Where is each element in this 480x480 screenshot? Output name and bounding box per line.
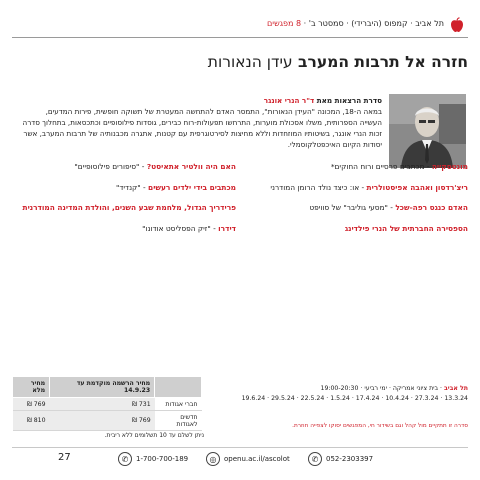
topic-title: האדם כנגס רפה-שכל (395, 203, 468, 212)
topic-title: האם היה וולטיר אתאיסט? (146, 162, 236, 171)
price-full: 810 ₪ (13, 411, 50, 431)
price-early: 731 ₪ (50, 398, 155, 411)
price-header-empty (155, 377, 202, 398)
topic-item (258, 203, 468, 214)
topic-desc: - "זיק הפסליסט אודונו" (142, 223, 219, 233)
table-row (13, 411, 202, 431)
schedule-location-line (218, 384, 468, 394)
topic-desc: - "סיפורים פילוסופיים" (74, 162, 147, 171)
topic-title: הספסירה החברתית של הנרי פילדינג (344, 223, 468, 233)
hybrid-note: סדרה זו תתקיים מול קהל וגם בשידור חי, המפגשים יסוקו לצפייה חוזרת. (292, 423, 468, 429)
lecturer-portrait-image (389, 94, 466, 168)
lecturer-name: ד"ר הנרי אונגר (263, 96, 315, 105)
price-table (12, 376, 202, 431)
schedule-venue-time: · בית ציוני אמריקה · ימי רביעי · 19:00-20:30 (320, 385, 444, 392)
header-divider (12, 37, 468, 38)
footer-divider (12, 447, 468, 448)
series-intro-text: סדרת הרצאות מאת (316, 96, 382, 105)
topic-title: דידרו (218, 223, 236, 233)
topic-title: מכתבים בידי ילדים רעשים (148, 182, 236, 192)
table-row (13, 398, 202, 411)
page-title (208, 53, 468, 71)
topic-title: מונטסקייה (431, 162, 468, 171)
topic-item (12, 224, 236, 235)
price-row-label: חברי אגודות (155, 398, 202, 411)
topic-desc: - מכתבים פרסיים ורוח החוקים* (330, 162, 432, 171)
series-description (22, 95, 382, 150)
price-row-label: חדשים לאגודות (155, 411, 202, 431)
header-meta (267, 19, 444, 28)
topic-title: ריצ'רדסון ואהבה אפיסטולרית (366, 182, 468, 192)
installments-note: ניתן לשלם עד 10 תשלומים ללא ריבית. (104, 432, 204, 439)
topic-title: פרידריך הגדול, מלחמת שבע השנים, והולדת המדינה המודרנית (22, 203, 236, 212)
price-table-header (13, 377, 202, 398)
series-body: במאה ה-18, המכונה "העידן הנאורות", התמסר האדם להתחשה המעטרת של תשוקה חופשית, פירות המדעים, העשייה הספרותית, משלו אסכולת מוערות, התרחשו תפעולות-רוח כבירים, גוסדות פילוסופיים וכתכסאות, בתחלוך סדרה זכות הנרי אונגר, בשיטותיו המוזחדות וללא מחיצות לסירטוגרפית עם קטנות, אתגרה מכבנותיה של תרבות המערב, אשר יסודות הקיום האיכפטלקוסמלי. (22, 107, 382, 149)
header-location-text: תל אביב · קמפוס (היברידי) · סמסטר ב' · (301, 19, 444, 28)
mobile-phone-icon: ✆ (308, 452, 322, 466)
page-header (10, 16, 470, 36)
series-intro (22, 95, 382, 106)
schedule-dates: 13.3.24 · 27.3.24 · 10.4.24 · 17.4.24 · 1.5.24 · 22.5.24 · 29.5.24 · 19.6.24 (241, 394, 468, 402)
price-header-early: מחיר הרשמה מוקדמת עד 14.9.23 (50, 377, 155, 398)
topic-item (12, 183, 236, 194)
topic-item (12, 203, 236, 214)
price-header-full: מחיר מלא (13, 377, 50, 398)
globe-icon: ◎ (206, 452, 220, 466)
phone-number-main[interactable]: 1-700-700-189 (136, 455, 189, 463)
phone-icon: ✆ (118, 452, 132, 466)
topic-item (12, 162, 236, 173)
topics-column-right (258, 162, 468, 244)
topic-item (258, 162, 468, 173)
topic-desc: - "קנדיד" (115, 182, 149, 192)
topic-item (258, 224, 468, 235)
topic-desc: - או: כיצד נולד הרומן המודרני (270, 182, 367, 192)
meeting-count: 8 מפגשים (266, 19, 302, 28)
apple-logo-icon (450, 17, 464, 33)
title-main: חזרה אל תרבות המערב (298, 53, 468, 71)
lecturer-photo (389, 94, 466, 168)
title-sub: עידן הנאורות (207, 53, 293, 71)
page-number: 27 (58, 452, 71, 463)
website-link[interactable]: openu.ac.il/ascolot (224, 455, 290, 463)
topics-column-left (12, 162, 236, 244)
topic-item (258, 183, 468, 194)
price-early: 769 ₪ (50, 411, 155, 431)
phone-number-mobile[interactable]: 052-2303397 (326, 455, 374, 463)
schedule-location: תל אביב (444, 385, 468, 392)
topic-desc: - "מסעי גוליבר" של סוויפט (309, 203, 396, 212)
schedule-block (218, 384, 468, 403)
price-full: 769 ₪ (13, 398, 50, 411)
